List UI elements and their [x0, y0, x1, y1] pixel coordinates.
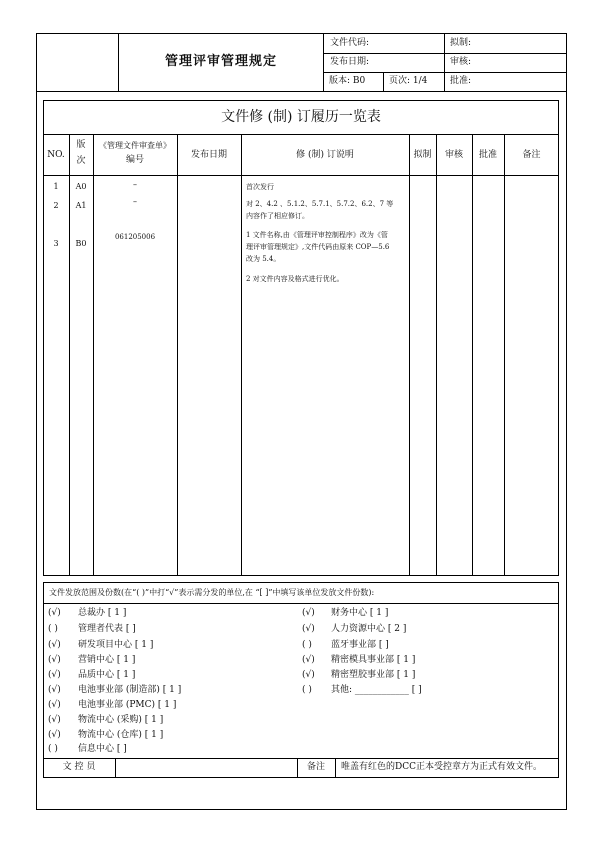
row3-desc-line2: 理评审管理规定》,文件代码由原来 COP—5.6 — [246, 243, 390, 251]
dist-left-6-mark: (√) — [48, 700, 61, 710]
version-label: 版本: B0 — [329, 76, 366, 86]
row3-desc-line3: 改为 5.4。 — [246, 255, 281, 263]
dist-left-5-text: 电池事业部 (制造部) [ 1 ] — [78, 685, 182, 695]
dist-left-9-text: 信息中心 [ ] — [78, 744, 127, 754]
dist-right-5-mark: ( ) — [302, 685, 312, 695]
dist-left-8-text: 物流中心 (仓库) [ 1 ] — [78, 730, 164, 740]
row1-version: A0 — [75, 182, 87, 191]
col-header-publish-date: 发布日期 — [190, 150, 227, 160]
row1-no: 1 — [53, 182, 59, 191]
dist-left-4-mark: (√) — [48, 670, 61, 680]
reviewer-label: 审核: — [450, 57, 472, 67]
remark-label: 备注 — [306, 762, 325, 772]
dist-right-4-text: 精密塑胶事业部 [ 1 ] — [331, 670, 416, 680]
dist-right-4-mark: (√) — [302, 670, 315, 680]
dist-left-9-mark: ( ) — [48, 744, 58, 754]
dist-left-3-text: 营销中心 [ 1 ] — [78, 655, 136, 665]
dist-right-2-mark: ( ) — [302, 640, 312, 650]
dist-left-8-mark: (√) — [48, 730, 61, 740]
row3-form-no: 061205006 — [114, 233, 156, 241]
row2-desc-line1: 对 2、4.2 、5.1.2、5.7.1、5.7.2、6.2、7 等 — [246, 200, 394, 208]
row1-form-no: – — [133, 180, 137, 189]
remark-text: 唯盖有红色的DCC正本受控章方为正式有效文件。 — [341, 762, 542, 772]
dist-right-2-text: 蓝牙事业部 [ ] — [331, 640, 389, 650]
dist-left-2-text: 研发项目中心 [ 1 ] — [78, 640, 154, 650]
dist-right-1-mark: (√) — [302, 624, 315, 634]
dist-left-4-text: 品质中心 [ 1 ] — [78, 670, 136, 680]
row3-version: B0 — [75, 239, 87, 248]
col-header-approve: 批准 — [478, 150, 497, 160]
row3-no: 3 — [53, 239, 59, 248]
row2-desc-line2: 内容作了相应修订。 — [246, 212, 309, 220]
dist-left-5-mark: (√) — [48, 685, 61, 695]
history-table — [43, 100, 559, 576]
history-title: 文件修 (制) 订履历一览表 — [221, 109, 381, 125]
dist-left-1-mark: ( ) — [48, 624, 58, 634]
dist-left-3-mark: (√) — [48, 655, 61, 665]
col-header-remark: 备注 — [522, 150, 541, 160]
approver-label: 批准: — [450, 76, 472, 86]
col-header-revision-desc: 修 (制) 订说明 — [296, 150, 354, 160]
row2-version: A1 — [75, 201, 87, 210]
row3-desc-line4: 2 对文件内容及格式进行优化。 — [246, 275, 344, 283]
drafter-label: 拟制: — [450, 38, 472, 48]
col-header-version: 版 — [76, 140, 86, 150]
dist-left-2-mark: (√) — [48, 640, 61, 650]
dist-right-1-text: 人力资源中心 [ 2 ] — [331, 624, 407, 634]
col-header-draft: 拟制 — [413, 150, 432, 160]
publish-date-label: 发布日期: — [330, 57, 370, 67]
dist-left-1-text: 管理者代表 [ ] — [78, 624, 136, 634]
doc-code-label: 文件代码: — [330, 38, 370, 48]
dist-right-5-text: 其他: ____________ [ ] — [331, 685, 422, 695]
col-header-no: NO. — [47, 150, 65, 160]
row2-form-no: – — [133, 197, 137, 206]
col-header-version-2: 次 — [76, 156, 86, 166]
col-header-review: 审核 — [444, 150, 463, 160]
row2-no: 2 — [53, 201, 59, 210]
dist-right-3-mark: (√) — [302, 655, 315, 665]
row3-desc-line1: 1 文件名称,由《管理评审控制程序》改为《管 — [246, 231, 388, 239]
dist-right-3-text: 精密模具事业部 [ 1 ] — [331, 655, 416, 665]
page-label: 页次: 1/4 — [389, 76, 428, 86]
col-header-form-no-2: 编号 — [125, 155, 144, 165]
dist-right-0-mark: (√) — [302, 608, 315, 618]
document-title: 管理评审管理规定 — [164, 54, 277, 69]
dist-right-0-text: 财务中心 [ 1 ] — [331, 608, 389, 618]
distribution-instruction: 文件发放范围及份数(在“( )”中打“√”表示需分发的单位,在 “[ ]”中填写该单位发放文件份数): — [49, 588, 375, 597]
controller-label: 文 控 员 — [62, 762, 96, 772]
dist-left-7-mark: (√) — [48, 715, 61, 725]
dist-left-6-text: 电池事业部 (PMC) [ 1 ] — [78, 700, 177, 710]
row1-desc-line1: 首次发行 — [246, 183, 274, 191]
col-header-form-no: 《管理文件审查单》 — [99, 141, 171, 150]
dist-left-0-text: 总裁办 [ 1 ] — [78, 608, 127, 618]
dist-left-7-text: 物流中心 (采购) [ 1 ] — [78, 715, 164, 725]
dist-left-0-mark: (√) — [48, 608, 61, 618]
